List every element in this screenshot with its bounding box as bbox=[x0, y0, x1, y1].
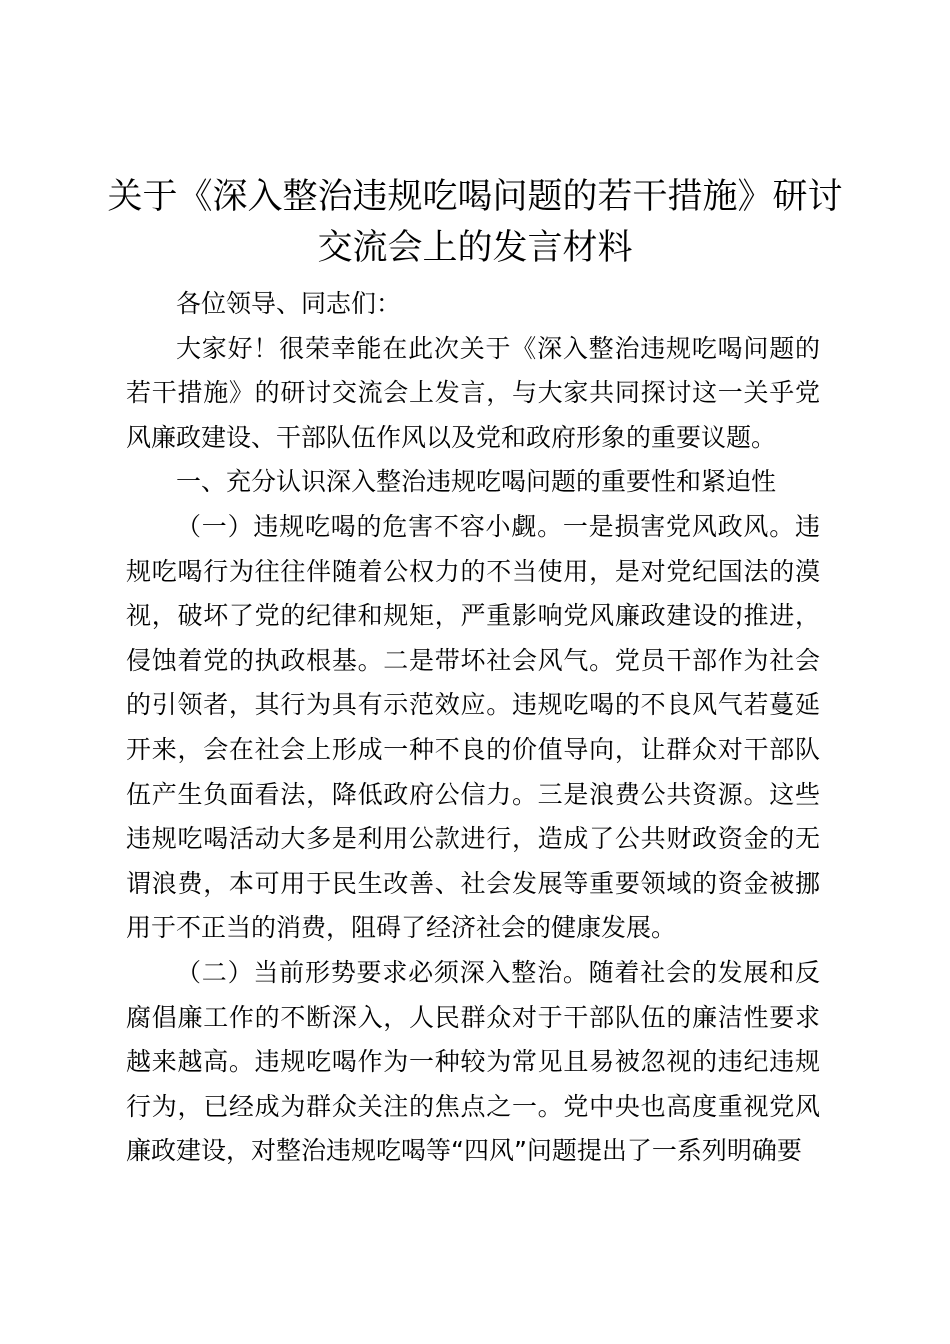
subsection-paragraph-2: （二）当前形势要求必须深入整治。随着社会的发展和反腐倡廉工作的不断深入，人民群众对于干部队伍的廉洁性要求越来越高。违规吃喝作为一种较为常见且易被忽视的违纪违规行为，已经成为群众关注的焦点之一。党中央也高度重视党风廉政建设，对整治违规吃喝等“四风”问题提出了一系列明确要 bbox=[126, 957, 820, 1166]
section-heading-1: 一、充分认识深入整治违规吃喝问题的重要性和紧迫性 bbox=[176, 467, 777, 497]
document-body bbox=[126, 282, 820, 1174]
subsection-paragraph-1: （一）违规吃喝的危害不容小觑。一是损害党风政风。违规吃喝行为往往伴随着公权力的不当使用，是对党纪国法的漠视，破坏了党的纪律和规矩，严重影响党风廉政建设的推进，侵蚀着党的执政根基。二是带坏社会风气。党员干部作为社会的引领者，其行为具有示范效应。违规吃喝的不良风气若蔓延开来，会在社会上形成一种不良的价值导向，让群众对干部队伍产生负面看法，降低政府公信力。三是浪费公共资源。这些违规吃喝活动大多是利用公款进行，造成了公共财政资金的无谓浪费，本可用于民生改善、社会发展等重要领域的资金被挪用于不正当的消费，阻碍了经济社会的健康发展。 bbox=[126, 511, 820, 943]
document-title: 关于《深入整治违规吃喝问题的若干措施》研讨交流会上的发言材料 bbox=[107, 177, 843, 268]
opening-paragraph: 大家好！很荣幸能在此次关于《深入整治违规吃喝问题的若干措施》的研讨交流会上发言，与大家共同探讨这一关乎党风廉政建设、干部队伍作风以及党和政府形象的重要议题。 bbox=[126, 333, 820, 452]
salutation: 各位领导、同志们： bbox=[176, 289, 402, 318]
